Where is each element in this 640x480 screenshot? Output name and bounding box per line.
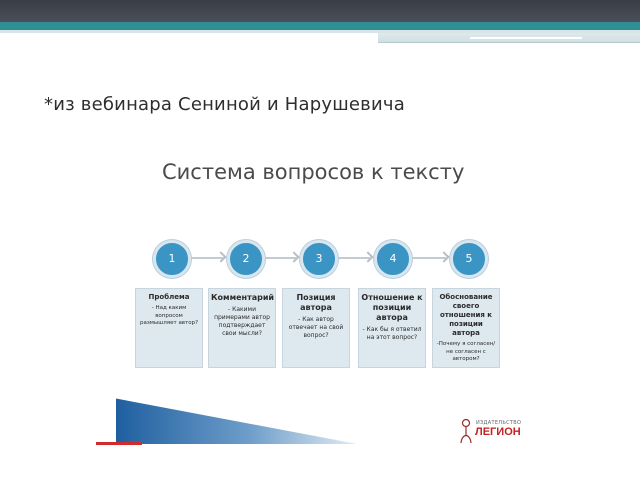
diagram-title: Система вопросов к тексту [162, 160, 465, 184]
logo-name: ЛЕГИОН [475, 426, 521, 438]
step-circle-4: 4 [374, 240, 412, 278]
step-heading: Проблема [148, 293, 190, 301]
step-text: - Какими примерами автор подтверждает свои мысли? [214, 306, 270, 337]
step-text: - Как автор отвечает на свой вопрос? [288, 316, 344, 339]
red-accent-line [96, 442, 142, 445]
step-heading: Позиция автора [296, 293, 336, 312]
arrow-1-2 [191, 257, 223, 259]
step-text: - Как бы я ответил на этот вопрос? [362, 326, 422, 341]
decorative-wedge [110, 394, 370, 450]
step-circle-2: 2 [227, 240, 265, 278]
step-box-5 [432, 288, 500, 368]
step-heading: Отношение к позиции автора [361, 293, 423, 322]
arrow-3-4 [338, 257, 370, 259]
arrow-2-3 [265, 257, 296, 259]
top-header-bar [0, 0, 640, 22]
logo-publisher-text: ИЗДАТЕЛЬСТВО [476, 420, 522, 426]
header-teal-band [0, 22, 640, 30]
slide-caption: *из вебинара Сениной и Нарушевича [44, 94, 405, 115]
step-box-4 [358, 288, 426, 368]
step-text: - Над каким вопросом размышляет автор? [139, 305, 199, 326]
publisher-logo [458, 418, 530, 444]
step-circle-1: 1 [153, 240, 191, 278]
step-heading: Обоснование своего отношения к позиции автора [439, 293, 493, 337]
step-circle-5: 5 [450, 240, 488, 278]
step-box-1 [135, 288, 203, 368]
arrow-4-5 [412, 257, 446, 259]
legion-figure-icon [458, 418, 474, 444]
header-accent-line [470, 37, 582, 39]
step-text: -Почему я согласен/не согласен с автором? [436, 341, 496, 362]
step-box-3 [282, 288, 350, 368]
step-heading: Комментарий [211, 293, 275, 302]
step-box-2 [208, 288, 276, 368]
step-circle-3: 3 [300, 240, 338, 278]
